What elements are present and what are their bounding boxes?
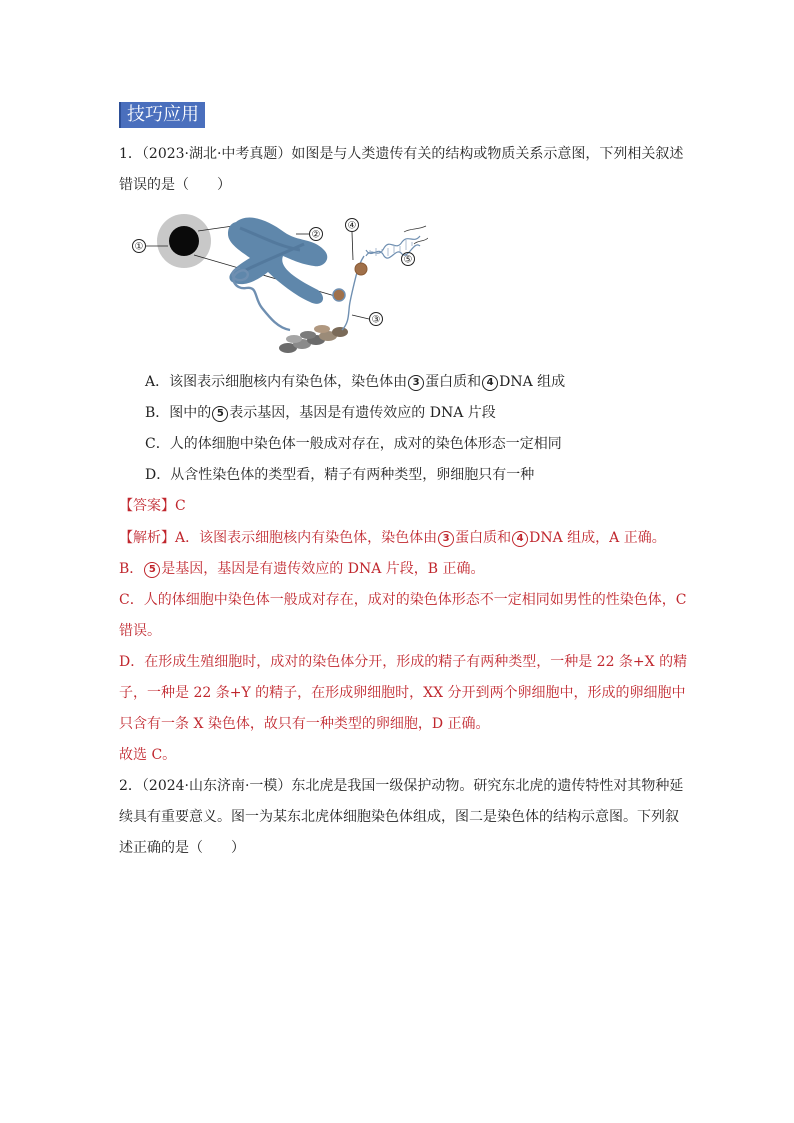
chromosome-diagram [128,198,428,366]
circled-number-4: 4 [482,375,498,391]
q1-answer: 【答案】C [119,498,186,514]
q1-option-b: B．图中的 5 表示基因，基因是有遗传效应的 DNA 片段 [145,405,496,421]
q1-option-c: C．人的体细胞中染色体一般成对存在，成对的染色体形态一定相同 [145,436,562,452]
q1-analysis-a: 【解析】A．该图表示细胞核内有染色体，染色体由 3 蛋白质和 4 DNA 组成，A 正确。 [119,530,666,546]
q1-conclusion: 故选 C。 [119,747,177,763]
figure-label-5: ⑤ [403,254,413,266]
q1-analysis-c-line2: 错误。 [119,623,161,639]
q1-option-d: D．从含性染色体的类型看，精子有两种类型，卵细胞只有一种 [145,467,535,483]
q2-stem-line3: 述正确的是（ ） [119,840,245,856]
circled-number-3: 3 [408,375,424,391]
figure-label-4: ④ [347,220,357,232]
cell-nucleus [169,226,199,256]
q1-stem-line1: 1．（2023·湖北·中考真题）如图是与人类遗传有关的结构或物质关系示意图，下列相关叙述 [119,146,684,162]
figure-label-2: ② [311,229,321,241]
q1-analysis-d-line3: 只含有一条 X 染色体，故只有一种类型的卵细胞，D 正确。 [119,716,490,732]
q1-analysis-b: B． 5 是基因，基因是有遗传效应的 DNA 片段，B 正确。 [119,561,485,577]
dna-helix [366,226,428,258]
q1-analysis-d-line1: D．在形成生殖细胞时，成对的染色体分开，形成的精子有两种类型，一种是 22 条+X 的精 [119,654,688,670]
figure-label-1: ① [134,241,144,253]
q2-stem-line2: 续具有重要意义。图一为某东北虎体细胞染色体组成，图二是染色体的结构示意图。下列叙 [119,809,679,825]
figure-label-3: ③ [371,314,381,326]
q1-stem-line2: 错误的是（ ） [119,177,231,193]
q1-analysis-d-line2: 子，一种是 22 条+Y 的精子，在形成卵细胞时，XX 分开到两个卵细胞中，形成的卵细胞中 [119,685,686,701]
nucleosome-bead [333,289,345,301]
q2-stem-line1: 2．（2024·山东济南·一模）东北虎是我国一级保护动物。研究东北虎的遗传特性对其物种延 [119,778,684,794]
q1-analysis-c-line1: C．人的体细胞中染色体一般成对存在，成对的染色体形态不一定相同如男性的性染色体，C [119,592,687,608]
q1-option-a: A．该图表示细胞核内有染色体，染色体由 3 蛋白质和 4 DNA 组成 [145,374,566,390]
circled-number-5: 5 [212,406,228,422]
section-heading: 技巧应用 [119,102,205,128]
